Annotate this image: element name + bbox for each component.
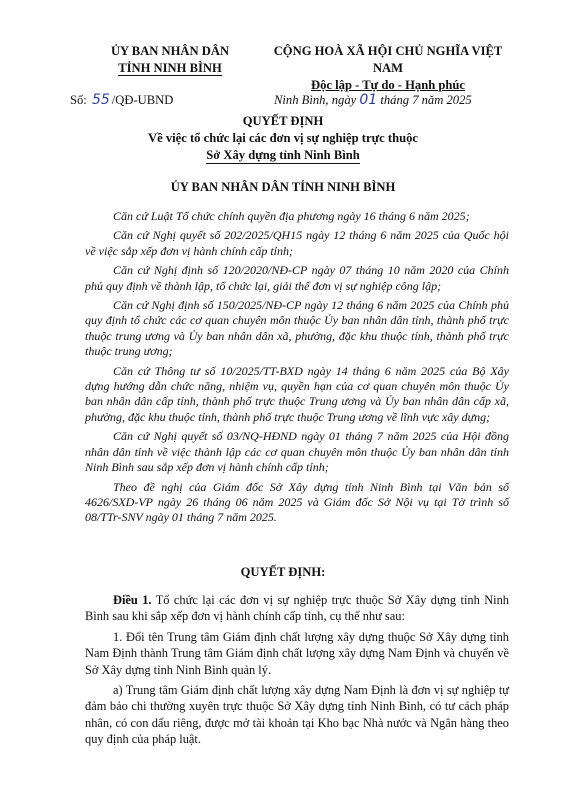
handwritten-number: 55 (91, 92, 110, 108)
title-line1: QUYẾT ĐỊNH (242, 114, 324, 128)
legal-bases (85, 209, 509, 530)
document-title (60, 113, 506, 164)
decision-heading: QUYẾT ĐỊNH: (240, 565, 326, 579)
article-1-item-1: 1. Đổi tên Trung tâm Giám định chất lượng xây dựng thuộc Sở Xây dựng tỉnh Nam Định thành Trung tâm Giám định chất lượng xây dựng Nam Định và chuyển về Sở Xây dựng tỉnh Ninh Bình quản lý. (85, 629, 509, 677)
title-line2: Về việc tổ chức lại các đơn vị sự nghiệp trực thuộc (148, 131, 418, 145)
decision-body (85, 592, 509, 752)
number-suffix: /QĐ-UBND (111, 93, 174, 107)
authority-line1: ỦY BAN NHÂN DÂN (110, 44, 230, 58)
national-header (268, 43, 508, 94)
date-after: tháng 7 năm 2025 (380, 93, 472, 107)
legal-basis: Căn cứ Luật Tổ chức chính quyền địa phương ngày 16 tháng 6 năm 2025; (113, 209, 470, 223)
national-motto: Độc lập - Tự do - Hạnh phúc (311, 78, 465, 92)
article-1-text: Tổ chức lại các đơn vị sự nghiệp trực thuộc Sở Xây dựng tỉnh Ninh Bình sau khi sắp xếp đơn vị hành chính cấp tỉnh, cụ thể như sau: (85, 593, 509, 624)
article-1-label: Điều 1. (113, 593, 152, 607)
national-name: CỘNG HOÀ XÃ HỘI CHỦ NGHĨA VIỆT NAM (273, 44, 503, 75)
title-line3: Sở Xây dựng tỉnh Ninh Bình (206, 148, 360, 162)
document-date (274, 92, 472, 108)
legal-basis: Căn cứ Nghị quyết số 03/NQ-HĐND ngày 01 tháng 7 năm 2025 của Hội đồng nhân dân tỉnh về việc thành lập các cơ quan chuyên môn thuộc Ủy ban nhân dân tỉnh Ninh Bình sau sắp xếp đơn vị hành chính cấp tỉnh; (85, 429, 509, 475)
legal-basis: Căn cứ Nghị quyết số 202/2025/QH15 ngày 12 tháng 6 năm 2025 của Quốc hội về việc sắp xếp đơn vị hành chính cấp tỉnh; (85, 228, 509, 258)
legal-basis: Căn cứ Nghị định số 120/2020/NĐ-CP ngày 07 tháng 10 năm 2020 của Chính phủ quy định về thành lập, tổ chức lại, giải thể đơn vị sự nghiệp công lập; (85, 263, 509, 293)
handwritten-day: 01 (359, 92, 378, 108)
authority-line2: TỈNH NINH BÌNH (118, 61, 222, 75)
legal-basis: Căn cứ Nghị định số 150/2025/NĐ-CP ngày 12 tháng 6 năm 2025 của Chính phủ quy định tổ chức các cơ quan chuyên môn thuộc Ủy ban nhân dân tỉnh, thành phố trực thuộc trung ương và Ủy ban nhân dân xã, phường, đặc khu thuộc tỉnh, thành phố trực thuộc trung ương; (85, 298, 509, 359)
article-1 (85, 592, 509, 625)
legal-basis: Theo đề nghị của Giám đốc Sở Xây dựng tỉnh Ninh Bình tại Văn bản số 4626/SXD-VP ngày 26 tháng 06 năm 2025 và Giám đốc Sở Nội vụ tại Tờ trình số 08/TTr-SNV ngày 01 tháng 7 năm 2025. (85, 479, 509, 525)
legal-basis: Căn cứ Thông tư số 10/2025/TT-BXD ngày 14 tháng 6 năm 2025 của Bộ Xây dựng hướng dẫn chức năng, nhiệm vụ, quyền hạn của cơ quan chuyên môn thuộc Ủy ban nhân dân cấp tỉnh, thành phố trực thuộc Trung ương và Ủy ban nhân dân cấp xã, phường, đặc khu thuộc tỉnh, thành phố trực thuộc Trung ương về lĩnh vực xây dựng; (85, 363, 509, 424)
issuing-authority (70, 43, 270, 77)
article-1-item-1a: a) Trung tâm Giám định chất lượng xây dựng Nam Định là đơn vị sự nghiệp tự đảm bảo chi thường xuyên trực thuộc Sở Xây dựng tỉnh Ninh Bình, có tư cách pháp nhân, có con dấu riêng, được mở tài khoản tại Kho bạc Nhà nước và Ngân hàng theo quy định của pháp luật. (85, 683, 509, 747)
document-number (70, 92, 173, 108)
issuer-heading: ỦY BAN NHÂN DÂN TỈNH NINH BÌNH (170, 180, 396, 194)
number-prefix: Số: (70, 93, 87, 107)
date-before: Ninh Bình, ngày (274, 93, 357, 107)
